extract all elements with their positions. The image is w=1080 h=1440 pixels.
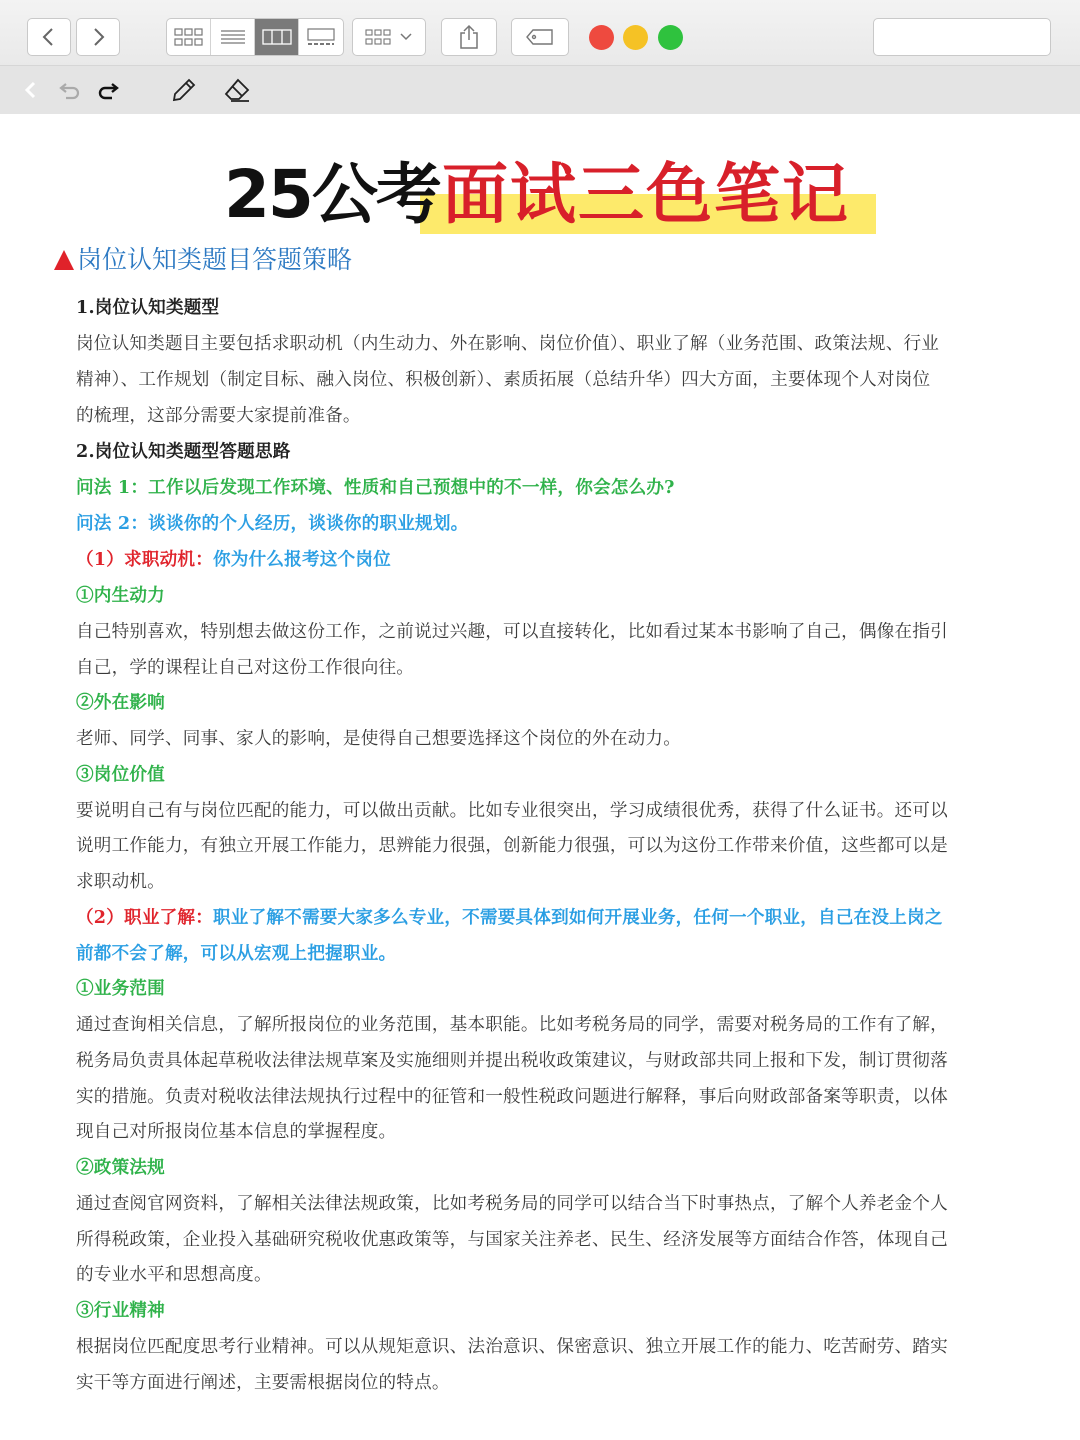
paragraph-line: 所得税政策，企业投入基础研究税收优惠政策等，与国家关注养老、民生、经济发展等方面结合作答，体现自己 [76, 1230, 948, 1250]
list-view-button[interactable] [211, 19, 255, 55]
section-heading [54, 242, 352, 278]
paragraph-line: 的梳理，这部分需要大家提前准备。 [76, 406, 361, 426]
eraser-tool-button[interactable] [223, 76, 251, 104]
red-tag-dot[interactable] [589, 25, 614, 50]
redo-icon [96, 79, 120, 101]
paragraph-line: 税务局负责具体起草税收法律法规草案及实施细则并提出税收政策建议，与财政部共同上报和下发，制订贯彻落 [76, 1051, 948, 1071]
share-icon [457, 24, 481, 50]
chevron-left-icon [39, 26, 59, 48]
paragraph-line: 的专业水平和思想高度。 [76, 1265, 272, 1285]
point-motivation [76, 542, 1006, 578]
paragraph-line: 自己，学的课程让自己对这份工作很向往。 [76, 658, 415, 678]
gallery-view-icon [306, 27, 336, 47]
point-text-continued: 前都不会了解，可以从宏观上把握职业。 [76, 943, 397, 964]
gallery-view-button[interactable] [299, 19, 343, 55]
paragraph-line: 实的措施。负责对税收法律法规执行过程中的征管和一般性税政问题进行解释，事后向财政部备案等职责，以体 [76, 1087, 948, 1107]
title-prefix: 25公考 [224, 156, 440, 233]
column-view-icon [262, 27, 292, 47]
question-2: 问法 2：谈谈你的个人经历，谈谈你的职业规划。 [76, 513, 469, 534]
chevron-right-icon [88, 26, 108, 48]
point-career [76, 900, 1006, 936]
question-1: 问法 1：工作以后发现工作环境、性质和自己预想中的不一样，你会怎么办? [76, 477, 675, 498]
sub-point-heading: ②外在影响 [76, 692, 165, 713]
group-grid-icon [365, 27, 393, 47]
point-text: 你为什么报考这个岗位 [213, 549, 391, 570]
search-input[interactable] [888, 22, 1062, 52]
chevron-down-icon [399, 32, 413, 42]
subheading-2: 2.岗位认知类题型答题思路 [76, 441, 291, 462]
pencil-icon [171, 77, 197, 103]
markup-toolbar [0, 66, 1080, 114]
share-button[interactable] [441, 18, 497, 56]
green-tag-dot[interactable] [658, 25, 683, 50]
forward-button[interactable] [76, 18, 120, 56]
paragraph-line: 根据岗位匹配度思考行业精神。可以从规矩意识、法治意识、保密意识、独立开展工作的能力、吃苦耐劳、踏实 [76, 1337, 948, 1357]
tag-button[interactable] [511, 18, 569, 56]
sub-point-heading: ③岗位价值 [76, 764, 165, 785]
column-view-button[interactable] [255, 19, 299, 55]
section-heading-text: 岗位认知类题目答题策略 [77, 245, 353, 274]
view-mode-segment [166, 18, 344, 56]
paragraph-line: 实干等方面进行阐述，主要需根据岗位的特点。 [76, 1373, 450, 1393]
point-label: （2）职业了解： [76, 907, 213, 928]
triangle-marker-icon [54, 250, 74, 270]
undo-button[interactable] [56, 76, 84, 104]
document-page [0, 114, 1080, 1440]
paragraph-line: 要说明自己有与岗位匹配的能力，可以做出贡献。比如专业很突出，学习成绩很优秀，获得了什么证书。还可以 [76, 801, 948, 821]
sub-point-heading: ①业务范围 [76, 978, 165, 999]
paragraph-line: 说明工作能力，有独立开展工作能力，思辨能力很强，创新能力很强，可以为这份工作带来价值，这些都可以是 [76, 836, 948, 856]
paragraph-line: 精神）、工作规划（制定目标、融入岗位、积极创新）、素质拓展（总结升华）四大方面，主要体现个人对岗位 [76, 370, 931, 390]
yellow-tag-dot[interactable] [623, 25, 648, 50]
collapse-back-button[interactable] [17, 76, 45, 104]
paragraph-line: 岗位认知类题目主要包括求职动机（内生动力、外在影响、岗位价值）、职业了解（业务范围、政策法规、行业 [76, 334, 940, 354]
page-title [0, 150, 1080, 240]
redo-button[interactable] [94, 76, 122, 104]
paragraph-line: 老师、同学、同事、家人的影响，是使得自己想要选择这个岗位的外在动力。 [76, 729, 681, 749]
undo-icon [58, 79, 82, 101]
eraser-icon [223, 77, 251, 103]
group-dropdown-button[interactable] [352, 18, 426, 56]
tag-icon [525, 27, 555, 47]
grid-view-button[interactable] [167, 19, 211, 55]
back-arrow-icon [21, 79, 41, 101]
paragraph-line: 现自己对所报岗位基本信息的掌握程度。 [76, 1122, 397, 1142]
pencil-tool-button[interactable] [170, 76, 198, 104]
sub-point-heading: ③行业精神 [76, 1300, 165, 1321]
back-button[interactable] [27, 18, 71, 56]
title-main: 面试三色笔记 [442, 156, 850, 233]
sub-point-heading: ②政策法规 [76, 1157, 165, 1178]
list-view-icon [220, 27, 246, 47]
paragraph-line: 通过查阅官网资料，了解相关法律法规政策，比如考税务局的同学可以结合当下时事热点，了解个人养老金个人 [76, 1194, 948, 1214]
paragraph-line: 求职动机。 [76, 872, 165, 892]
point-label: （1）求职动机： [76, 549, 213, 570]
paragraph-line: 自己特别喜欢，特别想去做这份工作，之前说过兴趣，可以直接转化，比如看过某本书影响了自己，偶像在指引 [76, 622, 948, 642]
window-toolbar [0, 0, 1080, 66]
paragraph-line: 通过查询相关信息，了解所报岗位的业务范围，基本职能。比如考税务局的同学，需要对税务局的工作有了解， [76, 1015, 948, 1035]
point-text: 职业了解不需要大家多么专业，不需要具体到如何开展业务，任何一个职业，自己在没上岗之 [213, 907, 943, 928]
sub-point-heading: ①内生动力 [76, 585, 165, 606]
grid-view-icon [174, 27, 204, 47]
subheading-1: 1.岗位认知类题型 [76, 297, 220, 318]
search-field[interactable] [873, 18, 1051, 56]
